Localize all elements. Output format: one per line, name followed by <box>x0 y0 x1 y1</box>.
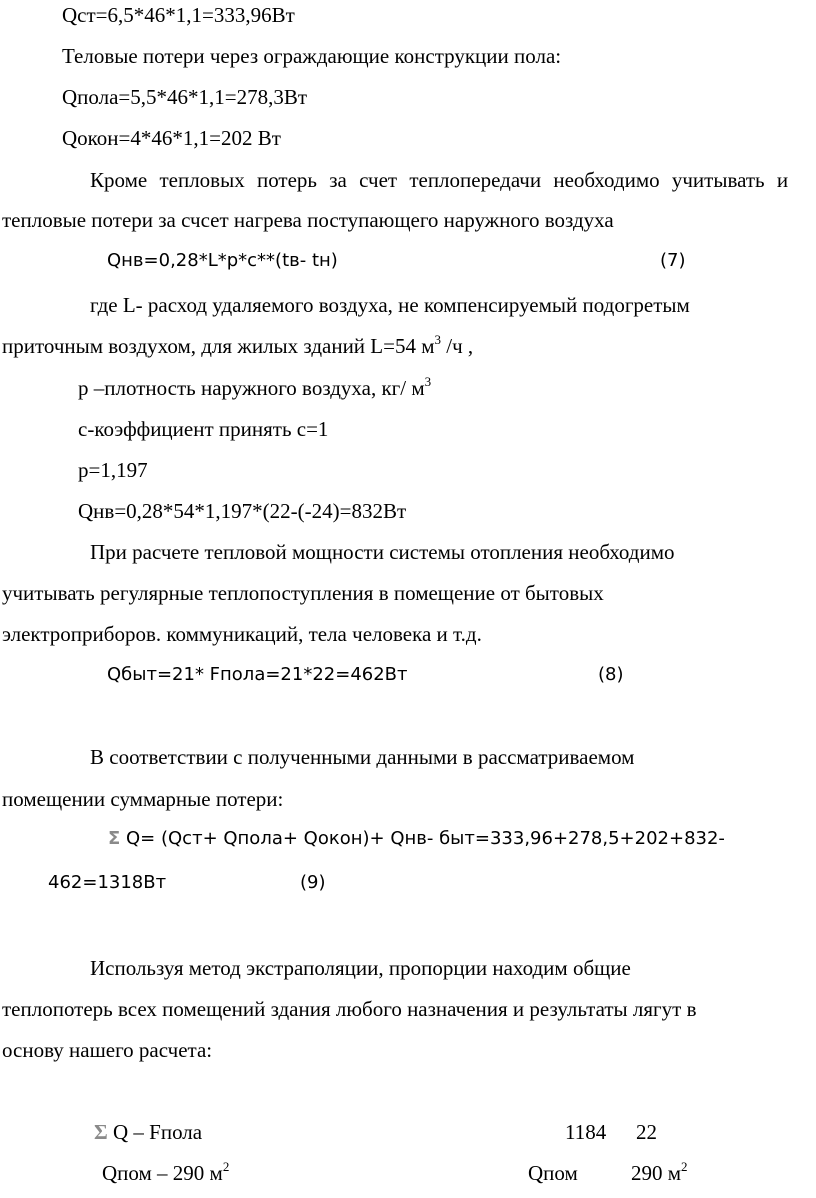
text-part: 290 м <box>631 1161 682 1185</box>
text-part: /ч , <box>441 334 474 358</box>
proportion-row-2-label <box>102 1159 230 1185</box>
text-line: тепловые потери за счсет нагрева поступающего наружного воздуха <box>2 208 614 232</box>
text-line: Теловые потери через ограждающие конструкции пола: <box>62 44 562 68</box>
text-line: р=1,197 <box>78 458 148 482</box>
text-line: При расчете тепловой мощности системы отопления необходимо <box>90 540 675 564</box>
formula-number-9: (9) <box>300 872 326 893</box>
formula-7: Qнв=0,28*L*p*c**(tв- tн) <box>107 250 338 271</box>
text-line <box>78 374 432 400</box>
text-line: Qнв=0,28*54*1,197*(22-(-24)=832Вт <box>78 499 407 523</box>
formula-number-8: (8) <box>598 664 624 685</box>
text-line: В соответствии с полученными данными в рассматриваемом <box>90 745 635 769</box>
formula-number-7: (7) <box>660 250 686 271</box>
superscript: 3 <box>424 374 432 389</box>
text-line: помещении суммарные потери: <box>2 787 284 811</box>
text-part: Q – Fпола <box>107 1120 203 1144</box>
superscript: 3 <box>434 332 441 347</box>
proportion-row-2-value <box>631 1159 688 1185</box>
text-part: приточным воздухом, для жилых зданий L=54 м <box>2 334 435 358</box>
text-line: Qпола=5,5*46*1,1=278,3Вт <box>62 85 308 109</box>
text-line: с-коэффициент принять с=1 <box>78 417 329 441</box>
proportion-row-1-value: 1184 <box>565 1120 607 1144</box>
text-line: Qст=6,5*46*1,1=333,96Вт <box>62 3 295 27</box>
formula-9-continuation: 462=1318Вт <box>48 872 167 893</box>
sigma-symbol: Σ <box>94 1120 108 1144</box>
text-line <box>2 332 474 358</box>
text-part: р –плотность наружного воздуха, кг/ м <box>78 376 425 400</box>
proportion-row-1-value: 22 <box>636 1120 657 1144</box>
text-line: теплопотерь всех помещений здания любого назначения и результаты лягут в <box>2 997 697 1021</box>
text-line: Qокон=4*46*1,1=202 Вт <box>62 126 281 150</box>
text-line: Используя метод экстраполяции, пропорции находим общие <box>90 956 631 980</box>
formula-part: Q= (Qст+ Qпола+ Qокон)+ Qнв- быт=333,96+278,5+202+832- <box>120 828 725 849</box>
sigma-symbol: Σ <box>108 828 121 849</box>
proportion-row-2-value: Qпом <box>528 1161 578 1185</box>
text-line: учитывать регулярные теплопоступления в помещение от бытовых <box>2 581 604 605</box>
text-line: основу нашего расчета: <box>2 1038 213 1062</box>
text-line: где L- расход удаляемого воздуха, не компенсируемый подогретым <box>90 293 690 317</box>
formula-8: Qбыт=21* Fпола=21*22=462Вт <box>107 664 408 685</box>
superscript: 2 <box>681 1159 688 1174</box>
formula-9 <box>108 830 725 848</box>
text-line: электроприборов. коммуникаций, тела человека и т.д. <box>2 622 482 646</box>
proportion-row-1-label <box>94 1122 202 1143</box>
text-part: Qпом – 290 м <box>102 1161 223 1185</box>
text-line: Кроме тепловых потерь за счет теплопередачи необходимо учитывать и <box>90 168 789 192</box>
superscript: 2 <box>222 1159 230 1174</box>
